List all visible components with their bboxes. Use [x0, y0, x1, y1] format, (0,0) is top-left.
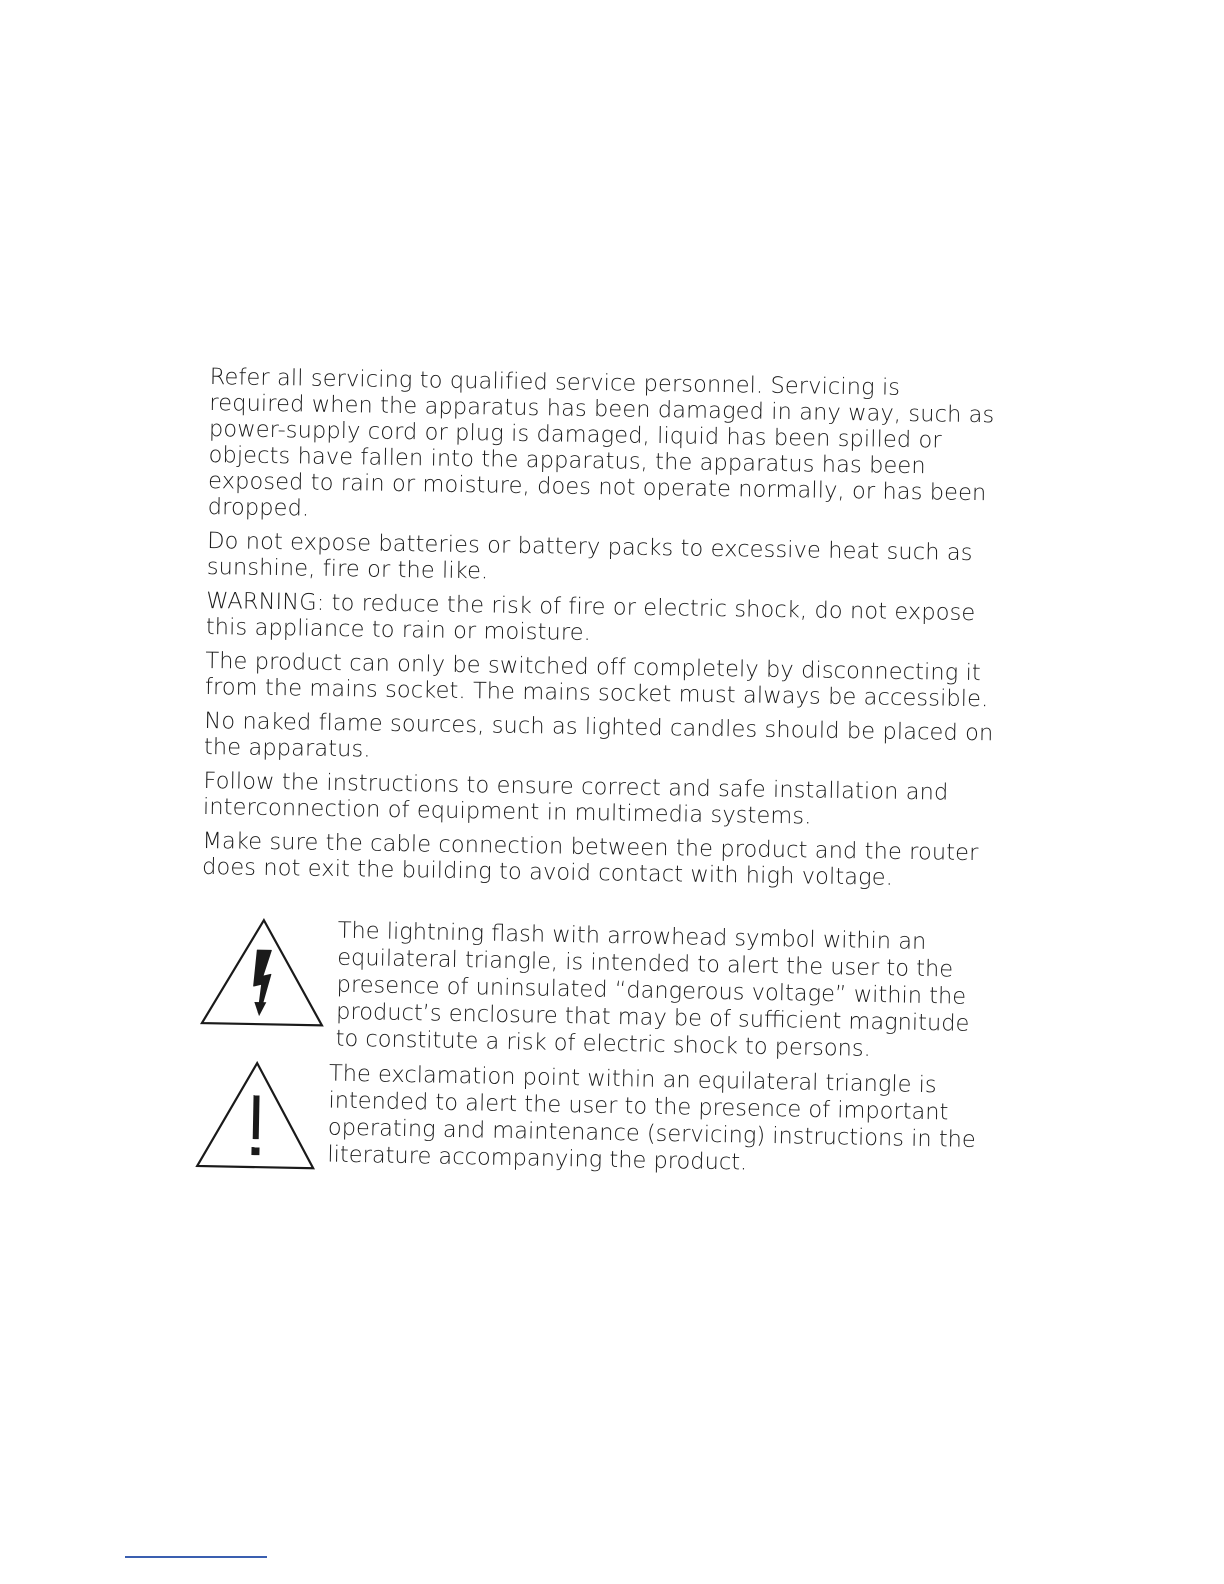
paragraph-installation: Follow the instructions to ensure correct and safe installation and interconnection of equipment in multimedia systems. — [202, 767, 949, 830]
warning-symbols — [195, 915, 1000, 1193]
lightning-symbol-description: The lightning flash with arrowhead symbol within an equilateral triangle, is intended to alert the user to the presence of uninsulated “dangerous voltage” within the product’s enclosure that may be of sufficient magnitude to constitute a risk of electric shock to persons. — [335, 917, 970, 1062]
safety-instructions — [202, 364, 1000, 900]
paragraph-mains-socket: The product can only be switched off completely by disconnecting it from the mains socket. The mains socket must always be accessible. — [204, 647, 989, 713]
symbol-row-lightning — [197, 915, 999, 1065]
paragraph-warning: WARNING: to reduce the risk of fire or electric shock, do not expose this appliance to rain or moisture. — [205, 587, 976, 647]
paragraph-cable-connection: Make sure the cable connection between the product and the router does not exit the building to avoid contact with high voltage. — [201, 827, 979, 891]
paragraph-naked-flame: No naked flame sources, such as lighted candles should be placed on the apparatus. — [203, 707, 994, 763]
footer-divider — [125, 1556, 267, 1558]
symbol-row-exclamation — [195, 1058, 997, 1185]
exclamation-symbol-description: The exclamation point within an equilateral triangle is intended to alert the user to the presence of important operating and maintenance (servicing) instructions in the literature accompanying the product. — [327, 1060, 977, 1176]
paragraph-batteries: Do not expose batteries or battery packs to excessive heat such as sunshine, fire or the like. — [206, 527, 973, 585]
paragraph-servicing: Refer all servicing to qualified service personnel. Servicing is required when the apparatus has been damaged in any way, such as power-supply cord or plug is damaged, liquid has been spilled or objects have fallen into the apparatus, the apparatus has been exposed to rain or moisture, does not operate normally, or has been dropped. — [207, 364, 995, 522]
lightning-warning-triangle-icon — [198, 915, 328, 1029]
exclamation-warning-triangle-icon — [195, 1058, 325, 1172]
